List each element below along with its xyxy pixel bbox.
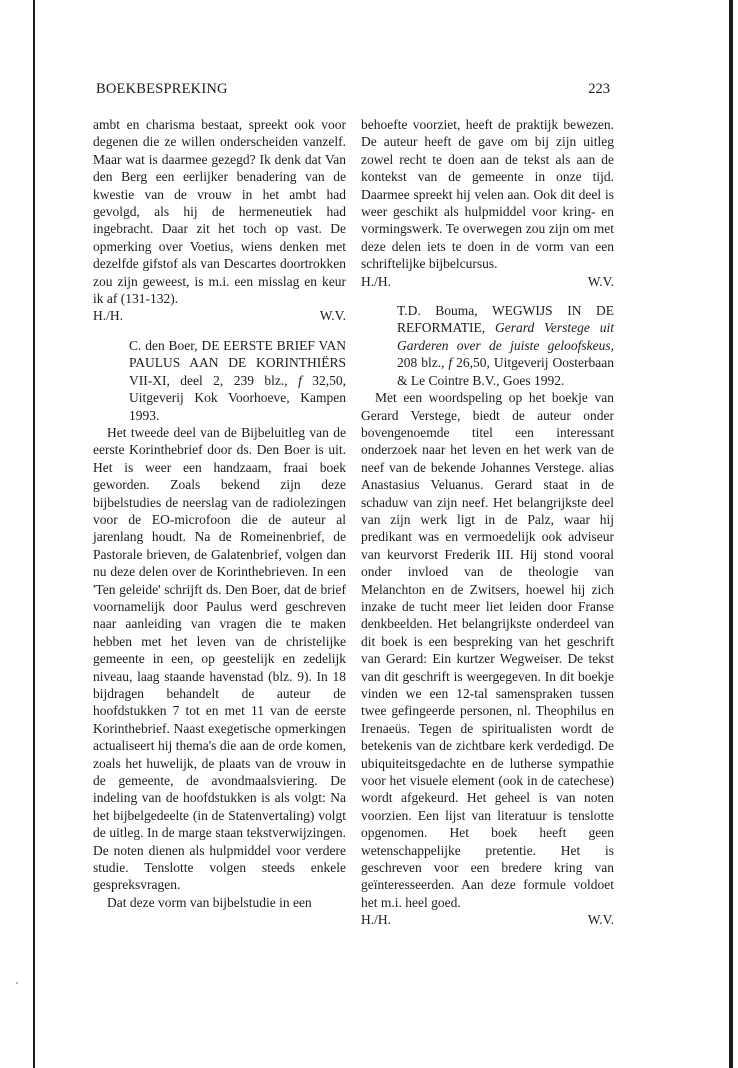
- running-head: [96, 80, 610, 98]
- running-head-title: BOEKBESPREKING: [96, 81, 228, 97]
- signature-place: H./H.: [93, 308, 123, 324]
- citation-publisher: 26,50, Uitgeverij Oosterbaan & Le Cointre B.V., Goes 1992.: [397, 355, 614, 388]
- cited-work-title: Ein kurtzer Wegweiser.: [432, 651, 563, 667]
- review-paragraph: [361, 389, 614, 911]
- review-text-end: De tekst van dit geschrift is weergegeven. In dit boekje vinden we een 12-tal samenspraken tussen twee gefingeerde personen, nl. Theophilus en Irenaeüs. Tegen de spiritualisten wordt de betekenis van de zichtbare kerk verdedigd. De ubiquiteitsgedachte en de lutherse sympathie voor het visuele element (ook in de catechese) wordt afgekeurd. Het geheel is van noten voorzien. Een lijst van literatuur is tenslotte opgenomen. Het boek heeft geen wetenschappelijke pretentie. Het is geschreven voor een bredere kring van geïnteresseerden. Aan deze formule voldoet het m.i. heel goed.: [361, 651, 615, 910]
- continued-paragraph: behoefte voorziet, heeft de praktijk bewezen. De auteur heeft de gave om bij zijn uitleg zowel recht te doen aan de tekst als aan de kontekst van de gemeente in onze tijd. Daarmee spreekt hij velen aan. Ook dit deel is weer geschikt als hulpmiddel voor kring- en vormingswerk. Te overwegen zou zijn om met deze delen iets te doen in de vorm van een schriftelijke bijbelcursus.: [361, 117, 614, 272]
- signature-place: H./H.: [361, 273, 391, 289]
- review-text-start: Met een woordspeling op het boekje van Gerard Verstege, biedt de auteur onder bovengenoemde titel een interessant onderzoek naar het leven en het werk van de neef van de bekende Johannes Verstege. alias Anastasius Veluanus. Gerard staat in de schaduw van zijn neef. Het belangrijkste deel van zijn werk ligt in de Palz, waar hij predikant was en vermoedelijk ook adviseur van keurvorst Frederik III. Hij stond vooral onder invloed van de theologie van Melanchton en de Zwitsers, hoewel hij zich inzake de tucht meer liet leiden door Franse denkbeelden. Het belangrijkste onderdeel van dit boek is een bespreking van het geschrift van Gerard:: [361, 390, 614, 667]
- guilder-symbol: f: [298, 372, 302, 388]
- right-column: [361, 116, 614, 929]
- signature-initials: W.V.: [319, 308, 346, 324]
- review-paragraph-continued: Dat deze vorm van bijbelstudie in een: [107, 894, 312, 910]
- scan-speck: [16, 982, 18, 984]
- signature-initials: W.V.: [587, 912, 614, 928]
- citation-subtitle: Gerard Verstege uit Garderen over de juiste geloofskeus,: [397, 320, 614, 353]
- signature-initials: W.V.: [587, 273, 614, 289]
- book-citation: [397, 302, 614, 389]
- review-signature: [93, 307, 346, 324]
- citation-author-title: C. den Boer, DE EERSTE BRIEF VAN PAULUS AAN DE KORINTHIËRS VII-XI, deel 2, 239 blz.,: [129, 337, 346, 388]
- guilder-symbol: f: [448, 355, 453, 371]
- page-number: 223: [588, 81, 610, 97]
- left-column: [93, 116, 346, 911]
- continued-paragraph: ambt en charisma bestaat, spreekt ook voor degenen die ze willen onderscheiden vanzelf. Maar wat is daarmee gezegd? Ik denk dat Van den Berg een eerlijker benadering van de kwestie van de vrouw in het ambt had gevolgd, als hij de hermeneutiek had ingebracht. Daar zit het toch op vast. De opmerking over Voetius, wiens denken met dezelfde gifstof als van Descartes doortrokken zou zijn geweest, is m.i. een misslag en keur ik af (131-132).: [93, 117, 346, 307]
- scan-border-left: [33, 0, 35, 1068]
- book-citation: [129, 337, 346, 424]
- scan-border-right: [729, 0, 733, 1068]
- review-signature: [361, 273, 614, 290]
- citation-author-title: T.D. Bouma, WEGWIJS IN DE REFORMATIE,: [397, 303, 614, 336]
- citation-pages: 208 blz.,: [397, 355, 445, 371]
- citation-publisher: 32,50, Uitgeverij Kok Voorhoeve, Kampen 1993.: [129, 372, 346, 423]
- signature-place: H./H.: [361, 912, 391, 928]
- review-paragraph: Het tweede deel van de Bijbeluitleg van de eerste Korinthebrief door ds. Den Boer is uit. Het is weer een handzaam, fraai boek geworden. Zoals bekend zijn deze bijbelstudies de neerslag van de radiolezingen voor de EO-microfoon die de auteur al jarenlang houdt. Na de Romeinenbrief, de Pastorale brieven, de Galatenbrief, volgen dan nu deze delen over de Korinthebrieven. In een 'Ten geleide' schrijft ds. Den Boer, dat de brief voornamelijk door Paulus werd geschreven naar aanleiding van vragen die te maken hebben met het leven van de christelijke gemeente in een, op geestelijk en zedelijk niveau, laag staande havenstad (blz. 9). In 18 bijdragen behandelt de auteur de hoofdstukken 7 tot en met 11 van de eerste Korinthebrief. Naast exegetische opmerkingen actualiseert hij thema's die aan de orde komen, zoals het huwelijk, de plaats van de vrouw in de gemeente, de avondmaalsviering. De indeling van de hoofdstukken is als volgt: Na het bijbelgedeelte (in de Statenvertaling) volgt de uitleg. In de marge staan tekstverwijzingen. De noten dienen als hulpmiddel voor verdere studie. Tenslotte volgen steeds enkele gespreksvragen.: [93, 424, 346, 893]
- review-signature: [361, 911, 614, 928]
